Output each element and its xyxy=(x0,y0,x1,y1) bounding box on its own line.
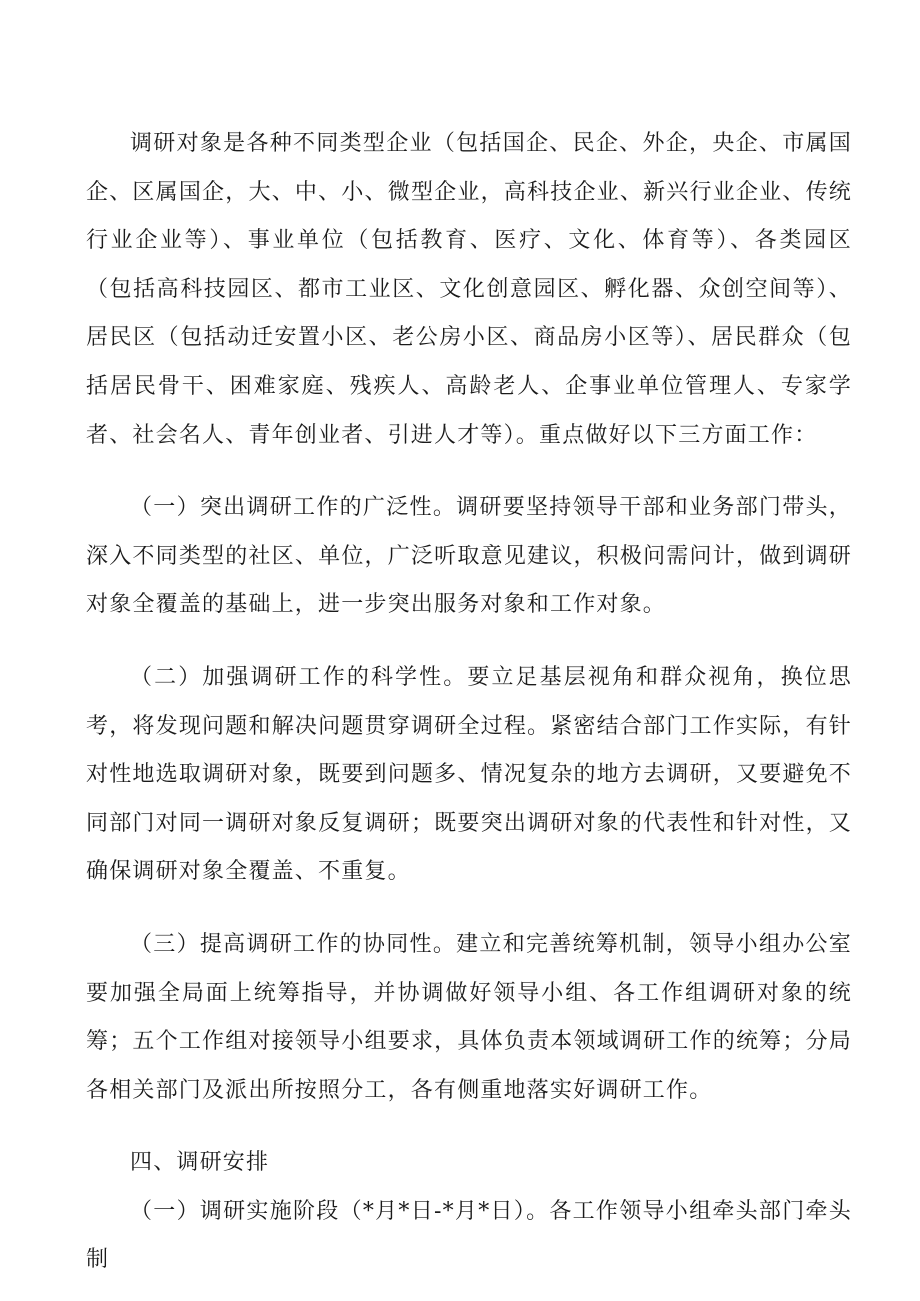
paragraph-gap xyxy=(86,460,852,484)
paragraph-scientific: （二）加强调研工作的科学性。要立足基层视角和群众视角，换位思考，将发现问题和解决问题贯穿调研全过程。紧密结合部门工作实际，有针对性地选取调研对象，既要到问题多、情况复杂的地方去调研，又要避免不同部门对同一调研对象反复调研；既要突出调研对象的代表性和针对性，又确保调研对象全覆盖、不重复。 xyxy=(86,664,852,885)
paragraph-coordination: （三）提高调研工作的协同性。建立和完善统筹机制，领导小组办公室要加强全局面上统筹指导，并协调做好领导小组、各工作组调研对象的统筹；五个工作组对接领导小组要求，具体负责本领域调研工作的统筹；分局各相关部门及派出所按照分工，各有侧重地落实好调研工作。 xyxy=(86,931,852,1103)
paragraph-gap xyxy=(86,897,852,921)
paragraph-implementation: （一）调研实施阶段（*月*日-*月*日）。各工作领导小组牵头部门牵头制 xyxy=(86,1198,852,1273)
document-body xyxy=(86,120,852,1285)
paragraph-breadth: （一）突出调研工作的广泛性。调研要坚持领导干部和业务部门带头，深入不同类型的社区、单位，广泛听取意见建议，积极问需问计，做到调研对象全覆盖的基础上，进一步突出服务对象和工作对象。 xyxy=(86,495,852,618)
section-heading: 四、调研安排 xyxy=(130,1150,270,1176)
paragraph-gap xyxy=(86,630,852,654)
paragraph-research-targets: 调研对象是各种不同类型企业（包括国企、民企、外企，央企、市属国企、区属国企，大、中、小、微型企业，高科技企业、新兴行业企业、传统行业企业等）、事业单位（包括教育、医疗、文化、体育等）、各类园区（包括高科技园区、都市工业区、文化创意园区、孵化器、众创空间等）、居民区（包括动迁安置小区、老公房小区、商品房小区等）、居民群众（包括居民骨干、困难家庭、残疾人、高龄老人、企事业单位管理人、专家学者、社会名人、青年创业者、引进人才等）。重点做好以下三方面工作： xyxy=(86,131,852,448)
